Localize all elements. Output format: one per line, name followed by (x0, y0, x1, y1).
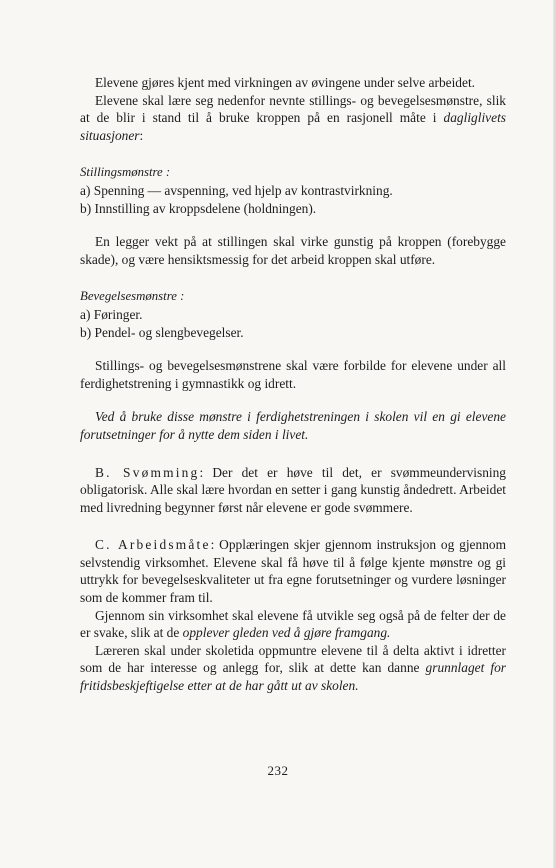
paragraph-teacher-text: Læreren skal under skoletida oppmuntre elevene til å delta aktivt i idretter som de har interesse og anlegg for, slik at dette kan danne (80, 642, 506, 676)
section-c-label: C. Arbeidsmåte (95, 537, 211, 553)
heading-stillingsmonstre: Stillingsmønstre : (80, 165, 171, 180)
section-b-svomming (80, 464, 506, 517)
paragraph-learning-patterns (80, 92, 506, 145)
list-item-stillings-a: a) Spenning — avspenning, ved hjelp av kontrastvirkning. (80, 182, 393, 198)
section-c-arbeidsmate (80, 536, 506, 606)
paragraph-colon: : (139, 127, 144, 143)
page-body (80, 74, 506, 695)
list-item-bevegelses-b: b) Pendel- og slengbevegelser. (80, 324, 244, 340)
paragraph-posture-emphasis: En legger vekt på at stillingen skal virke gunstig på kroppen (forebygge skade), og være hensiktsmessig for det arbeid kroppen skal utføre. (80, 234, 506, 267)
progress-joy-emphasis: opplever gleden ved å gjøre framgang. (182, 625, 391, 641)
section-b-label: B. Svømming (95, 464, 200, 480)
paragraph-intro: Elevene gjøres kjent med virkningen av øvingene under selve arbeidet. (95, 75, 476, 90)
paragraph-learning-text: Elevene skal lære seg nedenfor nevnte stillings- og bevegelsesmønstre, slik at de blir i stand til å bruke kroppen på en rasjonell måte i (80, 92, 506, 126)
paragraph-development (80, 607, 506, 642)
list-item-bevegelses-a: a) Føringer. (80, 306, 143, 322)
heading-bevegelsesmonstre: Bevegelsesmønstre : (80, 289, 185, 304)
list-item-stillings-b: b) Innstilling av kroppsdelene (holdningen). (80, 200, 317, 216)
leisure-emphasis: grunnlaget for fritidsbeskjeftigelse etter at de har gått ut av skolen. (80, 660, 506, 694)
paragraph-role-model: Stillings- og bevegelsesmønstrene skal være forbilde for elevene under all ferdighetstrening i gymnastikk og idrett. (80, 358, 506, 391)
page-number: 232 (267, 763, 289, 778)
paragraph-italic-summary: Ved å bruke disse mønstre i ferdighetstreningen i skolen vil en gi elevene forutsetninger for å nytte dem siden i livet. (80, 409, 506, 442)
section-b-text: : Der det er høve til det, er svømmeundervisning obligatorisk. Alle skal lære hvordan en setter i gang kunstig åndedrett. Arbeidet med livredning begynner først når elevene er gode svømmere. (80, 464, 506, 515)
paragraph-teacher (80, 642, 506, 695)
daily-life-emphasis: dagliglivets situasjoner (80, 110, 506, 143)
section-c-text: : Opplæringen skjer gjennom instruksjon og gjennom selvstendig virksomhet. Elevene skal få høve til å følge kjente mønstre og gi uttrykk for bevegelseskvaliteter ut fra egne forutsetninger og vurdere løsninger som de kommer fram til. (80, 537, 506, 606)
paragraph-development-text: Gjennom sin virksomhet skal elevene få utvikle seg også på de felter der de er svake, slik at de (80, 607, 506, 641)
